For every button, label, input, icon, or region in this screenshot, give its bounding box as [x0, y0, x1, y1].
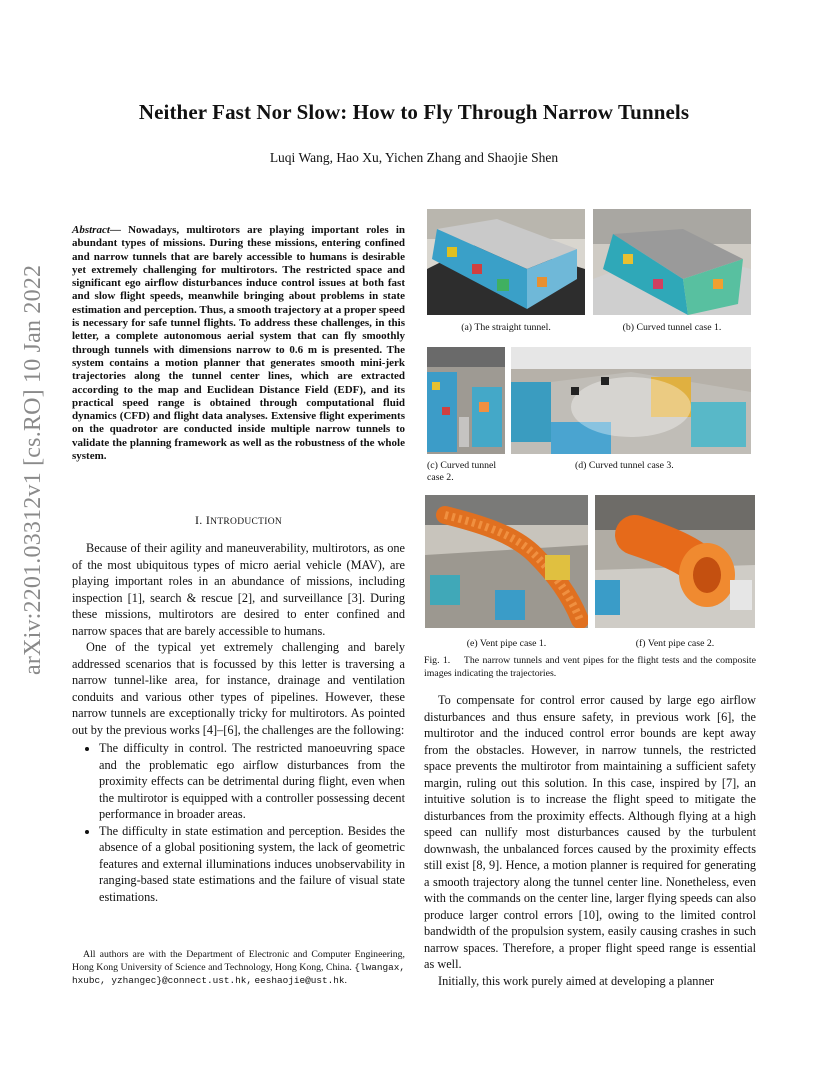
footnote-emails: {lwangax, hxubc, yzhangec}@connect.ust.hk, [72, 962, 406, 986]
curved-tunnel-2-photo [427, 347, 505, 454]
affiliation-footnote [72, 948, 405, 987]
figure-caption [424, 655, 756, 680]
figure-panel-curved-tunnel-3 [511, 347, 751, 454]
section-rest: NTRODUCTION [210, 517, 283, 527]
figure-panel-vent-pipe-1 [425, 495, 588, 628]
abstract [72, 224, 405, 463]
caption-d: (d) Curved tunnel case 3. [575, 460, 674, 471]
caption-e: (e) Vent pipe case 1. [466, 638, 547, 649]
footnote-text: All authors are with the Department of Electronic and Computer Engineering, Hong Kong University of Science and Technology, Hong Kong, China. [72, 949, 405, 973]
paper-title: Neither Fast Nor Slow: How to Fly Through Narrow Tunnels [138, 100, 690, 124]
curved-tunnel-1-photo [593, 209, 751, 315]
right-column-body [424, 692, 756, 989]
figure-panel-curved-tunnel-2 [427, 347, 505, 454]
right-paragraph-1: To compensate for control error caused by large ego airflow disturbances and thus ensure safety, in previous work [6], the multirotor and the induced control error bounds are kept away from the obstacles. However, in narrow tunnels, the restricted space prevents the multirotor from maintaining a sufficient safety margin, ruling out this solution. In this case, inspired by [7], an intuitive solution is to increase the flight speed to mitigate the disturbances from the proximity effects. Although flying at a high speed can nullify most disturbances caused by the turbulent downwash, the unbalanced forces caused by the proximity effects still exist [8, 9]. Hence, a motion planner is required for generating a smooth trajectory along the tunnel center line. Nonetheless, even with the commands on the center line, larger flying speeds can also produce larger control errors [10], owing to the limited control bandwidth of the propulsion system, easily causing crashes in such narrow spaces. Therefore, a proper flight speed range is essential as well. [424, 693, 756, 971]
footnote-period: . [344, 975, 347, 986]
intro-body [72, 540, 405, 905]
figure-panel-straight-tunnel [427, 209, 585, 315]
arxiv-watermark: arXiv:2201.03312v1 [cs.RO] 10 Jan 2022 [20, 264, 46, 675]
intro-paragraph-2: One of the typical yet extremely challenging and barely addressed scenarios that is focussed by this letter is traversing a narrow tunnel-like area, for instance, drainage and ventilation conduits and various other types of pipelines. However, these narrow tunnels are exceptionally tricky for multirotors. As pointed out by the previous works [4]–[6], the challenges are the following: [72, 640, 405, 737]
challenge-list [72, 740, 405, 905]
challenge-item-estimation: • The difficulty in state estimation and perception. Besides the absence of a global positioning system, the lack of geometric features and external illuminations induces unobservability in ranging-based state estimations and the failure of visual state estimations. [99, 823, 405, 906]
right-paragraph-2: Initially, this work purely aimed at developing a planner [438, 973, 715, 988]
intro-paragraph-1: Because of their agility and maneuverability, multirotors, as one of the most ubiquitous types of micro aerial vehicle (MAV), are playing important roles in an abundance of missions, including inspection [1], search & rescue [2], and surveillance [3]. During these missions, multirotors are desired to enter confined and narrow spaces that are barely accessible to humans. [72, 541, 405, 638]
abstract-text: — Nowadays, multirotors are playing important roles in abundant types of missions. During these missions, entering confined and narrow tunnels that are barely accessible to humans is desirable yet extremely challenging for multirotors. The restricted space and significant ego airflow disturbances induce control issues at both fast and slow flight speeds, meanwhile bringing about problems in state estimation and perception. Thus, a smooth trajectory at a proper speed is necessary for safe tunnel flights. To address these challenges, in this letter, a complete autonomous aerial system that can fly smoothly through tunnels with dimensions narrow to 0.6 m is presented. The system contains a motion planner that generates smooth mini-jerk trajectories along the tunnel center lines, which are extracted according to the map and Euclidean Distance Field (EDF), and its practical speed range is obtained through computational fluid dynamics (CFD) and flight data analyses. Extensive flight experiments on the quadrotor are conducted inside multiple narrow tunnels to validate the planning framework as well as the robustness of the whole system. [72, 224, 405, 463]
section-heading [72, 513, 405, 528]
caption-c [427, 460, 527, 484]
vent-pipe-2-photo [595, 495, 755, 628]
section-initial: I [205, 513, 211, 527]
section-number: I. [194, 513, 203, 527]
figure-caption-text: The narrow tunnels and vent pipes for the flight tests and the composite images indicating the trajectories. [424, 655, 756, 679]
footnote-email-2: eeshaojie@ust.hk [254, 975, 345, 986]
figure-label: Fig. 1. [424, 655, 451, 666]
figure-panel-curved-tunnel-1 [593, 209, 751, 315]
vent-pipe-1-photo [425, 495, 588, 628]
straight-tunnel-photo [427, 209, 585, 315]
challenge-item-control: • The difficulty in control. The restricted manoeuvring space and the problematic ego airflow disturbances from the proximity effects can be detrimental during flight, even when the multirotor is equipped with a controller possessing decent performance in broader areas. [99, 740, 405, 823]
caption-c-line-1: (c) Curved tunnel [427, 460, 497, 471]
paper-authors: Luqi Wang, Hao Xu, Yichen Zhang and Shaojie Shen [269, 150, 559, 165]
figure-panel-vent-pipe-2 [595, 495, 755, 628]
caption-a: (a) The straight tunnel. [461, 322, 551, 333]
curved-tunnel-3-photo [511, 347, 751, 454]
caption-b: (b) Curved tunnel case 1. [622, 322, 722, 333]
abstract-lead: Abstract [72, 224, 110, 236]
caption-f: (f) Vent pipe case 2. [635, 638, 715, 649]
caption-c-line-2: case 2. [427, 472, 454, 483]
